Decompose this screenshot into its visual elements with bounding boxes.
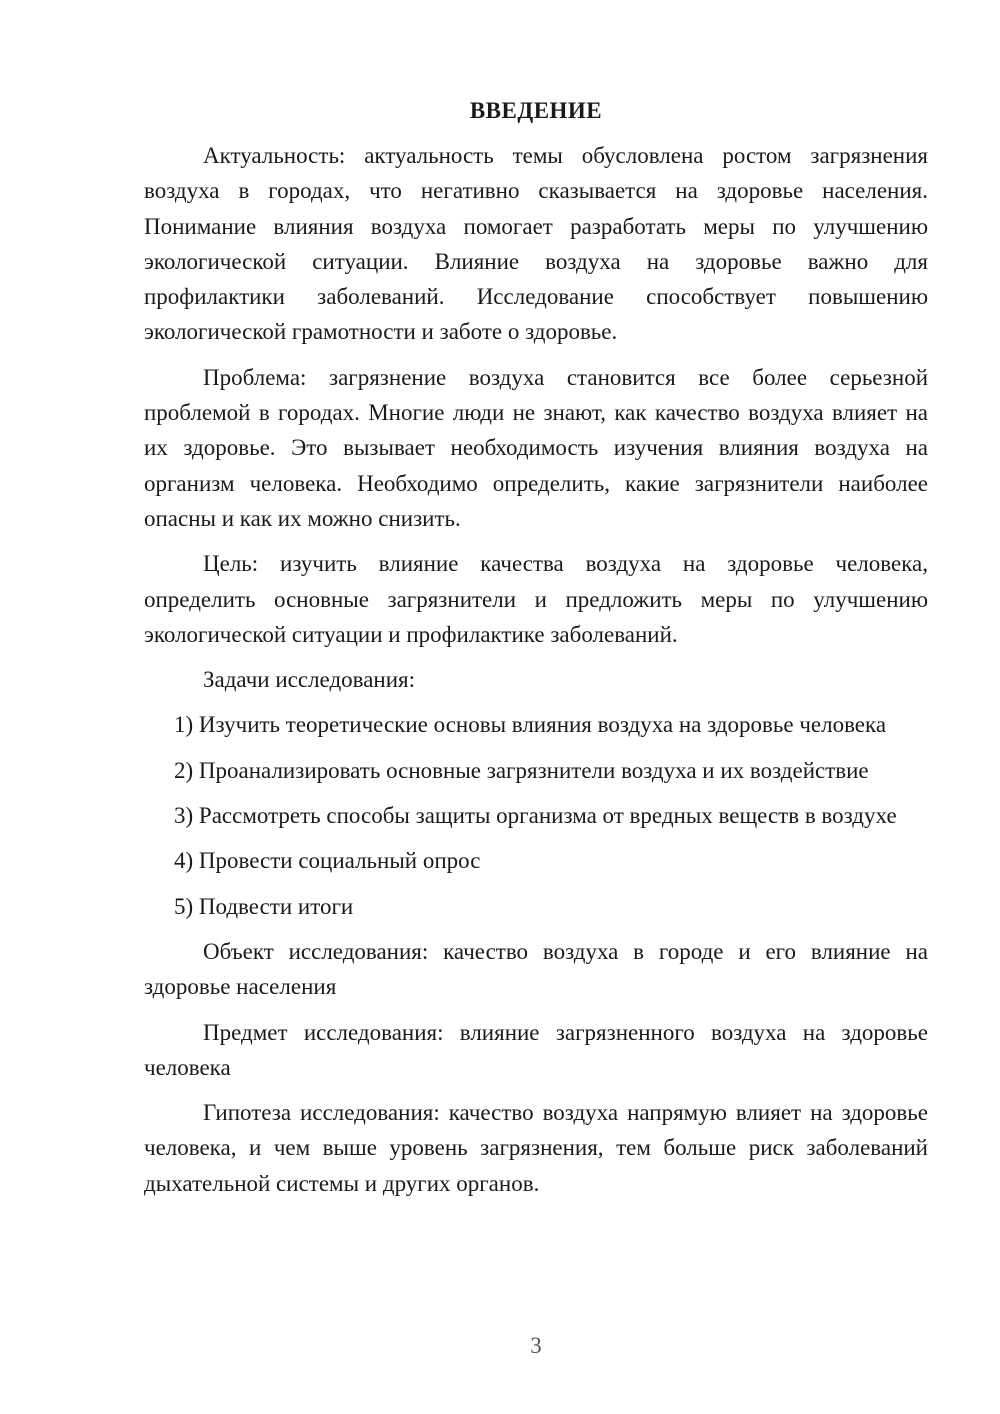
object-paragraph: Объект исследования: качество воздуха в городе и его влияние на здоровье населения: [144, 938, 928, 1000]
task-item: 4) Провести социальный опрос: [174, 848, 481, 874]
task-item: 2) Проанализировать основные загрязнители воздуха и их воздействие: [174, 757, 869, 783]
task-item: 3) Рассмотреть способы защиты организма от вредных веществ в воздухе: [174, 803, 897, 829]
tasks-heading: Задачи исследования:: [203, 667, 416, 693]
task-item: 1) Изучить теоретические основы влияния воздуха на здоровье человека: [174, 712, 887, 738]
hypothesis-paragraph: Гипотеза исследования: качество воздуха напрямую влияет на здоровье человека, и чем выше уровень загрязнения, тем больше риск заболеваний дыхательной системы и других органов.: [144, 1100, 928, 1196]
relevance-paragraph: Актуальность: актуальность темы обусловлена ростом загрязнения воздуха в городах, что негативно сказывается на здоровье населения. Понимание влияния воздуха помогает разработать меры по улучшению экологической ситуации. Влияние воздуха на здоровье важно для профилактики заболеваний. Исследование способствует повышению экологической грамотности и заботе о здоровье.: [144, 143, 928, 345]
page-content: [144, 93, 928, 1211]
problem-paragraph: Проблема: загрязнение воздуха становится все более серьезной проблемой в городах. Многие люди не знают, как качество воздуха влияет на их здоровье. Это вызывает необходимость изучения влияния воздуха на организм человека. Необходимо определить, какие загрязнители наиболее опасны и как их можно снизить.: [144, 364, 928, 531]
subject-paragraph: Предмет исследования: влияние загрязненного воздуха на здоровье человека: [144, 1019, 928, 1080]
page-number: 3: [530, 1333, 542, 1358]
section-title: ВВЕДЕНИЕ: [469, 98, 603, 123]
task-item: 5) Подвести итоги: [174, 893, 354, 919]
goal-paragraph: Цель: изучить влияние качества воздуха на здоровье человека, определить основные загрязнители и предложить меры по улучшению экологической ситуации и профилактике заболеваний.: [144, 551, 928, 647]
